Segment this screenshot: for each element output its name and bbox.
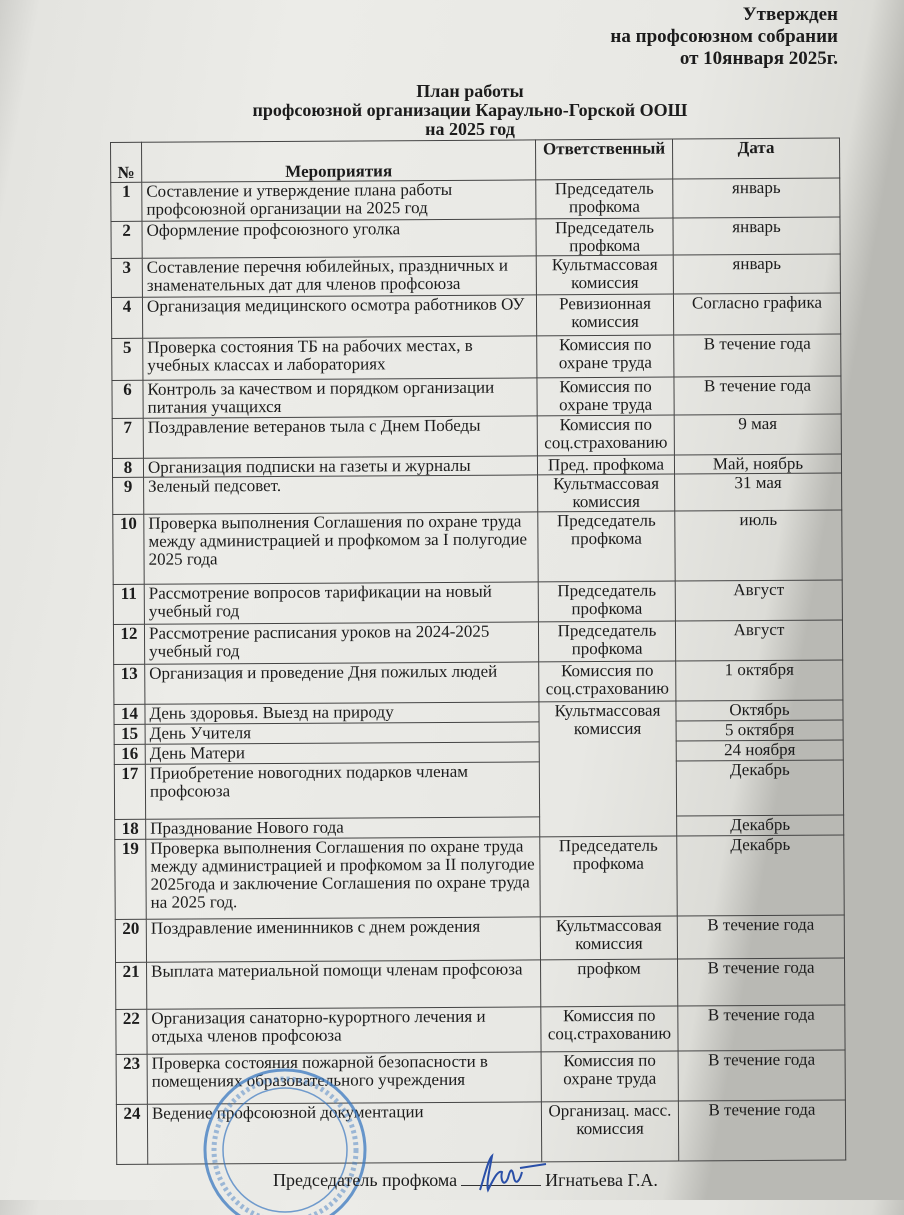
row-date: В течение года <box>674 334 841 377</box>
row-event: Проверка состояния ТБ на рабочих местах, в учебных классах и лабораториях <box>143 336 537 380</box>
row-responsible: Ревизионная комиссия <box>536 294 673 336</box>
signature-name: Игнатьева Г.А. <box>545 1170 658 1190</box>
row-date: 1 октября <box>676 660 843 701</box>
row-number: 13 <box>114 664 145 704</box>
row-number: 12 <box>113 624 144 664</box>
row-event: День Матери <box>145 742 539 764</box>
row-event: Организация и проведение Дня пожилых людей <box>145 662 539 704</box>
row-event: Составление перечня юбилейных, праздничных и знаменательных дат для членов профсоюза <box>142 256 536 297</box>
row-responsible: Культмассовая комиссия <box>540 916 677 960</box>
title-line-1: План работы <box>416 81 524 101</box>
row-date: В течение года <box>677 915 844 959</box>
row-number: 9 <box>113 477 144 514</box>
row-responsible: Председатель профкома <box>538 511 675 582</box>
table-row <box>116 1050 845 1104</box>
row-event: Празднование Нового года <box>146 817 540 839</box>
row-responsible: Председатель профкома <box>536 179 673 219</box>
row-event: Контроль за качеством и порядком организации питания учащихся <box>143 378 537 418</box>
row-responsible: Председатель профкома <box>538 581 675 622</box>
row-date: 5 октября <box>676 720 843 741</box>
table-row <box>111 293 840 338</box>
approval-note <box>610 4 838 70</box>
table-row <box>113 473 842 514</box>
table-row <box>115 915 844 962</box>
table-header-row <box>111 138 840 182</box>
row-event: Поздравление ветеранов тыла с Днем Победы <box>143 416 537 458</box>
row-responsible: Организац. масс. комиссия <box>541 1101 678 1162</box>
row-date: Согласно графика <box>673 293 840 335</box>
row-date: В течение года <box>674 376 841 415</box>
handwritten-signature <box>470 1148 550 1198</box>
row-event: Организация медицинского осмотра работников ОУ <box>142 295 536 338</box>
row-responsible: Комиссия по охране труда <box>541 1051 678 1102</box>
signature-role: Председатель профкома <box>273 1170 458 1190</box>
title-line-3: на 2025 год <box>425 119 515 139</box>
row-date: Октябрь <box>676 700 843 721</box>
table-row <box>116 958 845 1009</box>
row-event: Рассмотрение вопросов тарификации на новый учебный год <box>144 582 538 624</box>
row-number: 14 <box>114 704 145 724</box>
row-event: Организация санаторно-курортного лечения и отдыха членов профсоюза <box>147 1007 541 1054</box>
row-event: День здоровья. Выезд на природу <box>145 702 539 724</box>
row-responsible: Комиссия по охране труда <box>537 377 674 416</box>
table-row <box>112 376 841 418</box>
row-responsible: Председатель профкома <box>538 621 675 662</box>
document-title <box>200 82 740 139</box>
row-number: 20 <box>115 919 146 962</box>
row-number: 18 <box>115 819 146 839</box>
row-number: 7 <box>112 418 143 458</box>
row-event: Выплата материальной помощи членам профсоюза <box>147 960 541 1009</box>
table-row <box>116 1005 845 1054</box>
row-event: Приобретение новогодних подарков членам профсоюза <box>145 762 539 819</box>
row-number: 5 <box>112 338 143 380</box>
row-event: Зеленый педсовет. <box>144 475 538 514</box>
approved-date: от 10января 2025г. <box>679 48 838 69</box>
row-date: январь <box>673 217 840 255</box>
header-responsible: Ответственный <box>535 139 672 180</box>
row-responsible: профком <box>541 959 678 1007</box>
row-number: 15 <box>114 724 145 744</box>
row-number: 1 <box>111 182 142 221</box>
approved-line: Утвержден <box>742 4 838 25</box>
row-event: Проверка выполнения Соглашения по охране труда между администрацией и профкомом за II полугодие 2025года и заключение Соглашения по охране труда на 2025 год. <box>146 837 540 919</box>
row-date: Декабрь <box>676 760 843 816</box>
row-number: 23 <box>116 1054 147 1104</box>
row-date: В течение года <box>678 1005 845 1051</box>
table-row <box>113 620 842 664</box>
row-responsible: Культмассовая комиссия <box>539 701 677 837</box>
row-event: Оформление профсоюзного уголка <box>142 219 536 258</box>
row-event: Организация подписки на газеты и журналы <box>143 456 537 477</box>
row-date: Май, ноябрь <box>674 454 841 474</box>
table-row <box>111 178 840 221</box>
row-number: 3 <box>111 258 142 297</box>
row-event: День Учителя <box>145 722 539 744</box>
row-responsible: Пред. профкома <box>537 455 674 475</box>
row-responsible: Председатель профкома <box>536 218 673 256</box>
row-responsible: Комиссия по соц.страхованию <box>541 1006 678 1052</box>
row-date: Декабрь <box>677 835 844 916</box>
table-row <box>115 835 844 919</box>
table-row <box>111 254 840 297</box>
row-date: июль <box>675 510 842 581</box>
row-number: 10 <box>113 514 144 584</box>
header-event: Мероприятия <box>142 140 536 182</box>
table-row <box>114 660 843 704</box>
table-row <box>113 510 842 584</box>
row-date: В течение года <box>678 1100 845 1161</box>
row-date: январь <box>673 178 840 218</box>
row-date: 31 мая <box>675 473 842 511</box>
row-number: 24 <box>116 1104 147 1164</box>
row-date: январь <box>673 254 840 294</box>
row-event: Составление и утверждение плана работы профсоюзной организации на 2025 год <box>142 180 536 221</box>
row-event: Ведение профсоюзной документации <box>147 1102 541 1164</box>
row-number: 4 <box>111 297 142 338</box>
row-date: 24 ноября <box>676 740 843 761</box>
row-event: Проверка состояния пожарной безопасности в помещениях образовательного учреждения <box>147 1052 541 1104</box>
header-num: № <box>111 142 142 182</box>
row-event: Рассмотрение расписания уроков на 2024-2025 учебный год <box>144 622 538 664</box>
table-row <box>111 217 840 258</box>
row-number: 6 <box>112 380 143 418</box>
row-responsible: Председатель профкома <box>540 836 677 917</box>
row-responsible: Культмассовая комиссия <box>538 474 675 512</box>
title-line-2: профсоюзной организации Караульно-Горской ООШ <box>252 100 688 120</box>
row-date: В течение года <box>678 958 845 1006</box>
row-date: В течение года <box>678 1050 845 1101</box>
row-number: 22 <box>116 1009 147 1054</box>
row-date: 9 мая <box>674 414 841 455</box>
table-row <box>112 414 841 458</box>
row-date: Август <box>675 580 842 621</box>
row-number: 11 <box>113 584 144 624</box>
row-number: 8 <box>112 458 143 477</box>
row-event: Проверка выполнения Соглашения по охране труда между администрацией и профкомом за I полугодие 2025 года <box>144 512 538 584</box>
row-number: 21 <box>116 962 147 1009</box>
row-number: 2 <box>111 221 142 258</box>
signature-line <box>273 1170 658 1190</box>
row-responsible: Комиссия по соц.страхованию <box>537 415 674 456</box>
header-date: Дата <box>672 138 839 179</box>
work-plan-table <box>110 138 846 1165</box>
row-date: Август <box>675 620 842 661</box>
row-number: 16 <box>114 744 145 764</box>
table-row <box>112 334 841 380</box>
row-number: 19 <box>115 839 146 919</box>
row-date: Декабрь <box>677 815 844 836</box>
row-event: Поздравление именинников с днем рождения <box>146 917 540 962</box>
table-row <box>114 760 843 819</box>
approved-meeting: на профсоюзном собрании <box>610 26 838 47</box>
row-responsible: Комиссия по охране труда <box>537 335 674 378</box>
table-row <box>113 580 842 624</box>
row-responsible: Культмассовая комиссия <box>536 255 673 295</box>
row-responsible: Комиссия по соц.страхованию <box>539 661 676 702</box>
row-number: 17 <box>114 764 145 819</box>
